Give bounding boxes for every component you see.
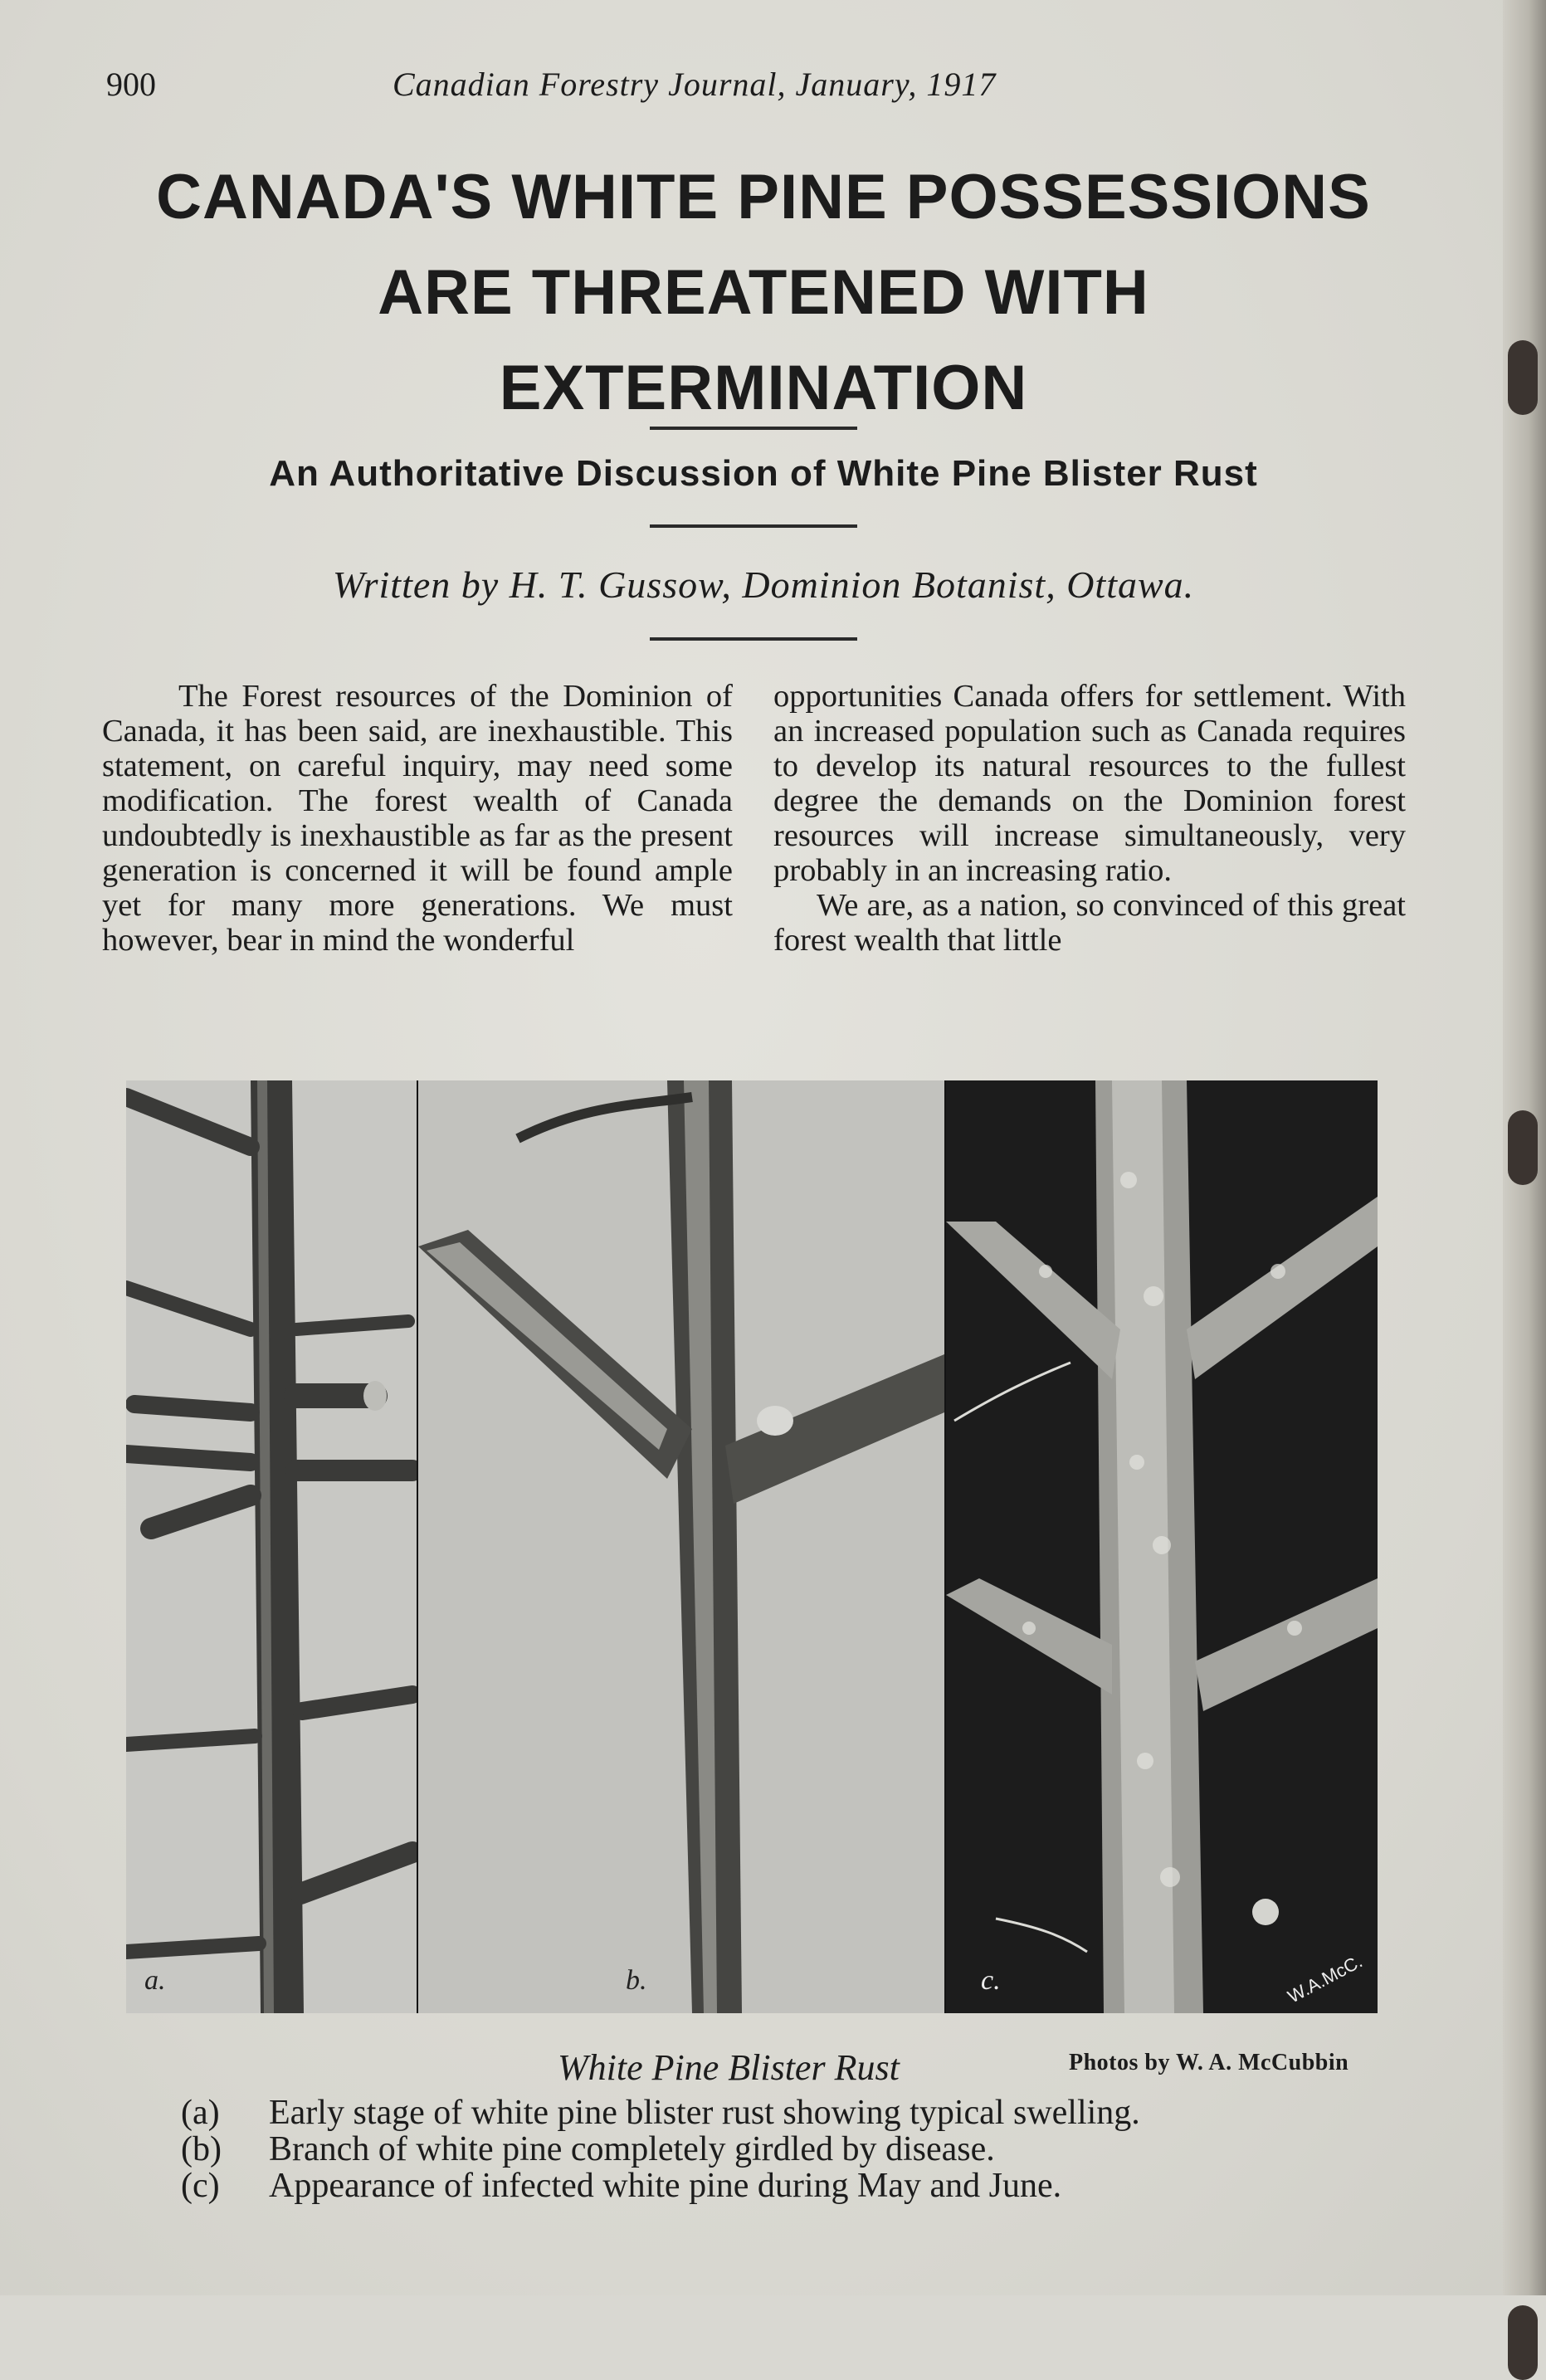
binding-hole: [1508, 2305, 1538, 2380]
photo-c-image: [946, 1080, 1378, 2013]
divider-rule: [650, 427, 857, 430]
title-line: CANADA'S WHITE PINE POSSESSIONS: [156, 162, 1371, 232]
photo-a-image: [126, 1080, 417, 2013]
body-paragraph: We are, as a nation, so convinced of this great forest wealth that little: [773, 888, 1406, 958]
divider-rule: [650, 637, 857, 641]
blister-rust-photographs: [126, 1080, 1378, 2013]
figure-caption-title: White Pine Blister Rust: [558, 2047, 900, 2088]
binding-hole: [1508, 340, 1538, 415]
panel-label-b: b.: [626, 1965, 647, 1996]
caption-label: (c): [181, 2167, 220, 2205]
photo-panel-c: [946, 1080, 1378, 2013]
caption-text: Branch of white pine completely girdled by disease.: [269, 2130, 995, 2168]
body-paragraph: opportunities Canada offers for settlement. With an increased population such as Canada requires to develop its natural resources to the fullest degree the demands on the Dominion forest resources will increase simultaneously, very probably in an increasing ratio.: [773, 679, 1406, 888]
caption-label: (a): [181, 2094, 220, 2132]
photo-b-image: [418, 1080, 944, 2013]
body-paragraph: The Forest resources of the Dominion of Canada, it has been said, are inexhaustible. This statement, on careful inquiry, may need some modification. The forest wealth of Canada undoubtedly is inexhaustible as far as the present generation is concerned it will be found ample yet for many more generations. We must however, bear in mind the wonderful: [102, 679, 733, 958]
article-title: [83, 149, 1444, 436]
title-line: ARE THREATENED WITH: [378, 257, 1149, 328]
article-subtitle: An Authoritative Discussion of White Pine Blister Rust: [269, 453, 1258, 494]
photographer-signature: W.A.McC.: [1284, 1950, 1366, 2007]
caption-text: Early stage of white pine blister rust showing typical swelling.: [269, 2094, 1140, 2132]
photo-credit: Photos by W. A. McCubbin: [1069, 2050, 1349, 2075]
divider-rule: [650, 524, 857, 528]
photo-panel-a: [126, 1080, 417, 2013]
caption-text: Appearance of infected white pine during May and June.: [269, 2167, 1062, 2205]
journal-title: Canadian Forestry Journal, January, 1917: [393, 66, 997, 103]
body-column-left: [102, 679, 733, 958]
caption-label: (b): [181, 2130, 222, 2168]
caption-item-b: [181, 2131, 1140, 2168]
page-binding: [1503, 0, 1546, 2295]
title-line: EXTERMINATION: [499, 353, 1028, 423]
figure-caption-list: [181, 2095, 1140, 2204]
article-byline: Written by H. T. Gussow, Dominion Botanist, Ottawa.: [332, 563, 1195, 606]
caption-item-c: [181, 2168, 1140, 2204]
caption-item-a: [181, 2095, 1140, 2131]
running-head: [106, 65, 1135, 108]
photo-panel-b: [418, 1080, 944, 2013]
binding-hole: [1508, 1110, 1538, 1185]
page-number: 900: [106, 66, 156, 103]
body-column-right: [773, 679, 1406, 958]
panel-label-c: c.: [981, 1965, 1001, 1996]
panel-label-a: a.: [144, 1965, 166, 1996]
